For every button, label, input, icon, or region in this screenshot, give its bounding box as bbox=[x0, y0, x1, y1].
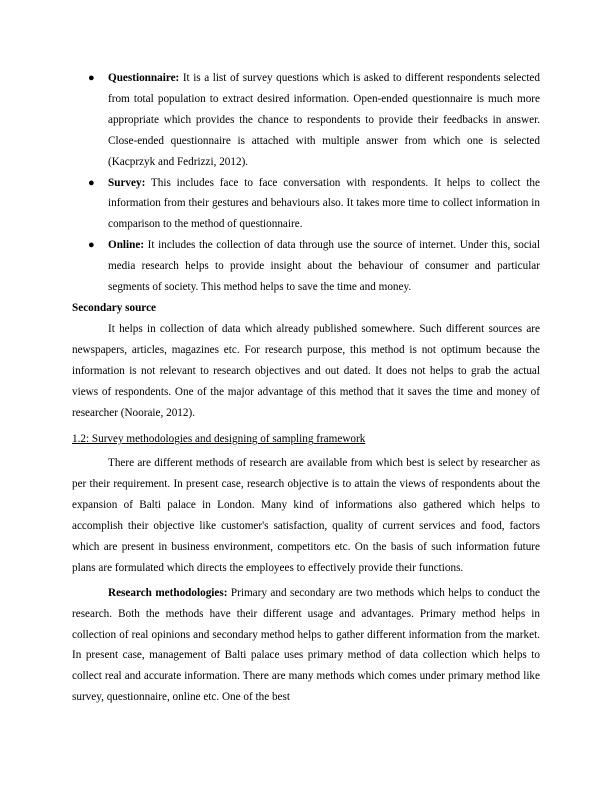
section-heading: 1.2: Survey methodologies and designing of sampling framework bbox=[72, 433, 366, 446]
term-questionnaire: Questionnaire: bbox=[108, 72, 180, 84]
list-item-survey bbox=[72, 173, 540, 236]
text-questionnaire: It is a list of survey questions which is asked to different respondents selected from total population to extract desired information. Open-ended questionnaire is much more appropriate which provides the chance to respondents to provide their feedbacks in answer. Close-ended questionnaire is attached with multiple answer from which one is selected (Kacprzyk and Fedrizzi, 2012). bbox=[108, 72, 540, 168]
secondary-source-paragraph: It helps in collection of data which already published somewhere. Such different sources are newspapers, articles, magazines etc. For research purpose, this method is not optimum because the information is not relevant to research objectives and out dated. It does not helps to grab the actual views of respondents. One of the major advantage of this method that it saves the time and money of researcher (Nooraie, 2012). bbox=[72, 322, 540, 419]
document-body bbox=[72, 68, 540, 708]
bullet-icon: ● bbox=[88, 239, 95, 252]
secondary-source-heading: Secondary source bbox=[72, 301, 157, 314]
term-online: Online: bbox=[108, 239, 145, 252]
list-item-online bbox=[72, 235, 540, 298]
text-survey: This includes face to face conversation with respondents. It helps to collect the information from their gestures and behaviours also. It takes more time to collect information in comparison to the method of questionnaire. bbox=[108, 176, 540, 231]
list-item-questionnaire bbox=[72, 68, 540, 173]
term-research-methodologies: Research methodologies: bbox=[108, 586, 228, 599]
primary-methods-list bbox=[72, 68, 540, 298]
bullet-icon: ● bbox=[88, 72, 95, 84]
term-survey: Survey: bbox=[108, 176, 146, 189]
text-research-methodologies: Primary and secondary are two methods which helps to conduct the research. Both the methods have their different usage and advantages. Primary method helps in collection of real opinions and secondary method helps to gather different information from the market. In present case, management of Balti palace uses primary method of data collection which helps to collect real and accurate information. There are many methods which comes under primary method like survey, questionnaire, online etc. One of the best bbox=[72, 586, 541, 704]
section-paragraph-2 bbox=[72, 583, 540, 708]
bullet-icon: ● bbox=[88, 176, 95, 189]
section-paragraph-1: There are different methods of research are available from which best is select by researcher as per their requirement. In present case, research objective is to attain the views of respondents about the expansion of Balti palace in London. Many kind of informations also gathered which helps to accomplish their objective like customer's satisfaction, quality of current services and food, factors which are present in business environment, competitors etc. On the basis of such information future plans are formulated which directs the employees to effectively provide their functions. bbox=[72, 457, 540, 574]
text-online: It includes the collection of data through use the source of internet. Under this, social media research helps to provide insight about the behaviour of consumer and particular segments of society. This method helps to save the time and money. bbox=[108, 239, 540, 294]
